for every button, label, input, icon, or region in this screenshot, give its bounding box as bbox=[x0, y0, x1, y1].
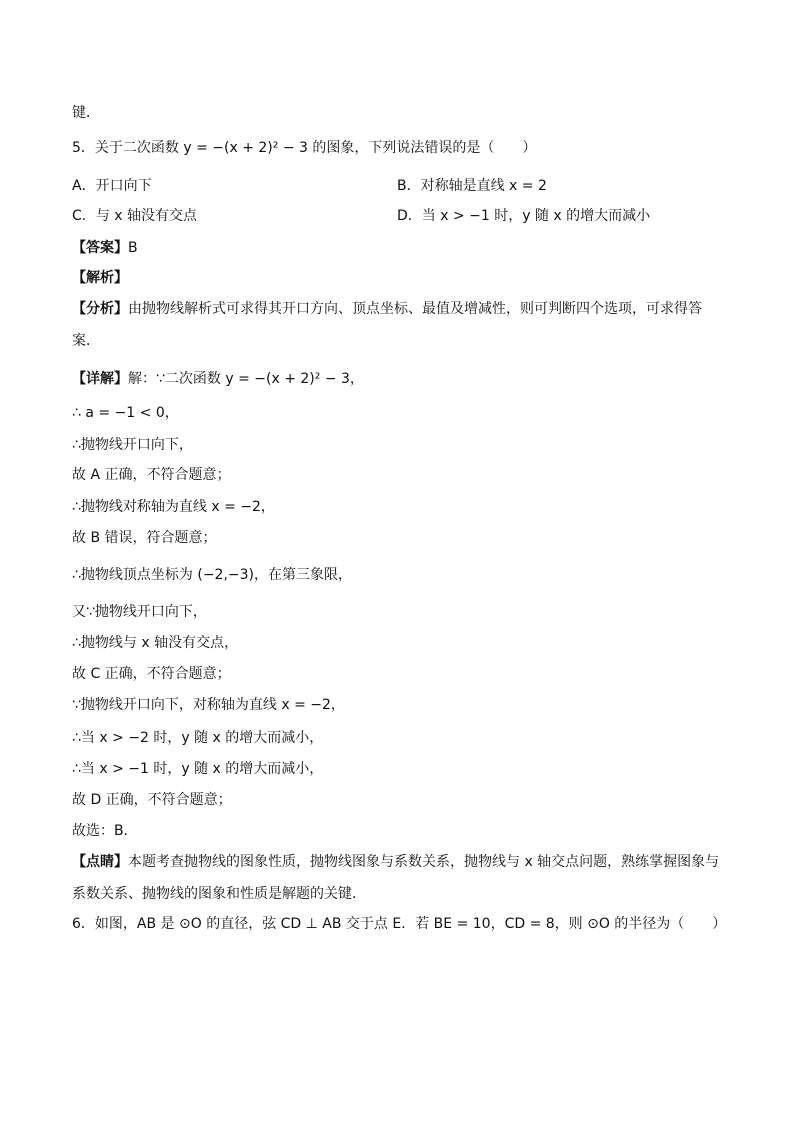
analysis-line-1 bbox=[72, 299, 702, 319]
question-5-stem: 5．关于二次函数 y = −(x + 2)² − 3 的图象，下列说法错误的是（ ） bbox=[72, 140, 537, 156]
option-a: A．开口向下 bbox=[72, 178, 152, 194]
solution-step: ∵抛物线开口向下，对称轴为直线 x = −2， bbox=[72, 697, 345, 713]
solution-step: 故 D 正确，不符合题意； bbox=[72, 792, 232, 808]
solution-step: 又∵抛物线开口向下， bbox=[72, 604, 207, 620]
option-d: D．当 x > −1 时，y 随 x 的增大而减小 bbox=[397, 208, 651, 224]
solution-step: ∴当 x > −2 时，y 随 x 的增大而减小， bbox=[72, 730, 324, 746]
answer-value: B bbox=[128, 240, 138, 256]
dianjing-line-2: 系数关系、抛物线的图象和性质是解题的关键． bbox=[72, 886, 366, 902]
detail-line-1 bbox=[72, 369, 364, 389]
answer-line bbox=[72, 238, 138, 258]
solution-step: 故 B 错误，符合题意； bbox=[72, 530, 217, 546]
solution-step: ∴抛物线开口向下， bbox=[72, 437, 193, 453]
option-b: B．对称轴是直线 x = 2 bbox=[397, 178, 547, 194]
text-line: 键． bbox=[72, 105, 100, 121]
fenxi-text: 由抛物线解析式可求得其开口方向、顶点坐标、最值及增减性，则可判断四个选项，可求得答 bbox=[128, 301, 702, 317]
solution-step: ∴抛物线对称轴为直线 x = −2， bbox=[72, 499, 275, 515]
analysis-line-2: 案． bbox=[72, 333, 100, 349]
solution-step: ∴抛物线顶点坐标为 (−2,−3)，在第三象限， bbox=[72, 567, 353, 583]
xiangjie-tag: 【详解】 bbox=[72, 371, 128, 387]
solution-step: 故 C 正确，不符合题意； bbox=[72, 666, 231, 682]
option-c: C．与 x 轴没有交点 bbox=[72, 208, 197, 224]
dianjing-line-1 bbox=[72, 852, 719, 872]
xiangjie-text: 解：∵二次函数 y = −(x + 2)² − 3， bbox=[128, 371, 364, 387]
fenxi-tag: 【分析】 bbox=[72, 301, 128, 317]
dianjing-text: 本题考查抛物线的图象性质，抛物线图象与系数关系，抛物线与 x 轴交点问题，熟练掌握图象与 bbox=[128, 854, 720, 870]
answer-tag: 【答案】 bbox=[72, 240, 128, 256]
solution-step: ∴当 x > −1 时，y 随 x 的增大而减小， bbox=[72, 761, 324, 777]
solution-step: 故 A 正确，不符合题意； bbox=[72, 467, 231, 483]
solution-step: 故选：B． bbox=[72, 823, 138, 839]
solution-step: ∴ a = −1 < 0， bbox=[72, 405, 179, 421]
solution-step: ∴抛物线与 x 轴没有交点， bbox=[72, 635, 239, 651]
dianjing-tag: 【点睛】 bbox=[72, 854, 128, 870]
analysis-heading: 【解析】 bbox=[72, 270, 128, 286]
question-6-stem: 6．如图，AB 是 ⊙O 的直径，弦 CD ⊥ AB 交于点 E．若 BE = 10，CD = 8，则 ⊙O 的半径为（ ） bbox=[72, 916, 727, 932]
